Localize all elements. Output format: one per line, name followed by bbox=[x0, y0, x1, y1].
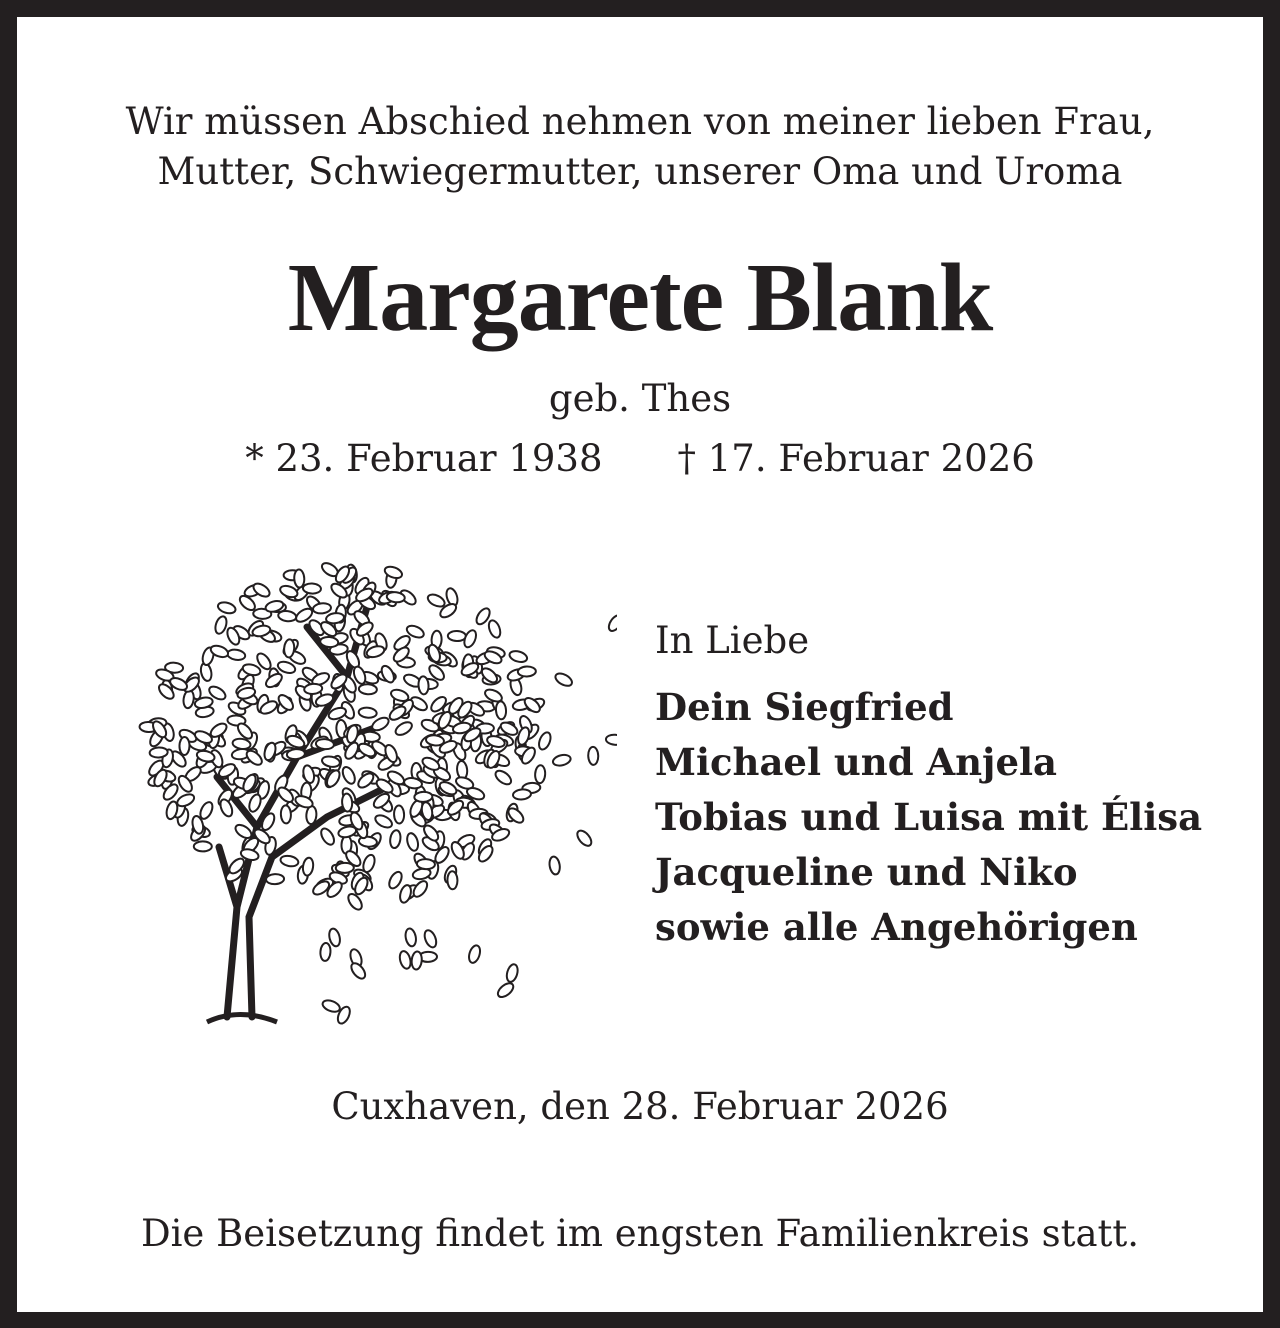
leaf bbox=[294, 569, 305, 587]
leaf bbox=[535, 765, 546, 784]
falling-leaf bbox=[575, 828, 594, 848]
life-dates bbox=[17, 437, 1263, 480]
falling-leaf bbox=[467, 944, 482, 964]
falling-leaf bbox=[505, 963, 520, 983]
leaf bbox=[213, 615, 228, 635]
leaf bbox=[233, 822, 253, 840]
leaf bbox=[417, 859, 435, 870]
leaf bbox=[394, 805, 405, 823]
falling-leaf bbox=[606, 734, 617, 745]
leaf bbox=[346, 892, 365, 912]
leaf bbox=[389, 829, 402, 848]
leaf bbox=[418, 676, 429, 695]
family-member: sowie alle Angehörigen bbox=[655, 905, 1138, 949]
leaf bbox=[398, 884, 413, 904]
falling-leaf bbox=[320, 943, 331, 962]
leaf bbox=[447, 871, 458, 889]
falling-leaf bbox=[321, 998, 341, 1014]
falling-leaf bbox=[422, 929, 438, 949]
falling-leaf bbox=[411, 951, 423, 970]
birth-date: * 23. Februar 1938 bbox=[245, 437, 603, 480]
leaf bbox=[302, 857, 314, 876]
leaf bbox=[414, 791, 432, 802]
leaf bbox=[537, 731, 553, 751]
leaf bbox=[518, 666, 536, 677]
leaf bbox=[340, 765, 357, 786]
leaf bbox=[263, 741, 278, 761]
leaf bbox=[358, 707, 377, 719]
leaf bbox=[320, 636, 339, 648]
intro-line: Wir müssen Abschied nehmen von meiner lieben Frau, bbox=[125, 100, 1155, 143]
leaf bbox=[244, 748, 264, 767]
leaf bbox=[179, 737, 189, 755]
leaf bbox=[266, 874, 284, 885]
falling-leaf bbox=[516, 726, 531, 746]
falling-leaf bbox=[495, 981, 515, 1000]
leaf bbox=[303, 583, 321, 594]
falling-leaf bbox=[606, 613, 617, 633]
leaf bbox=[387, 704, 407, 723]
leaf bbox=[149, 747, 168, 758]
leaf bbox=[462, 629, 478, 649]
intro-line: Mutter, Schwiegermutter, unserer Oma und Uroma bbox=[157, 150, 1123, 193]
birth-name: geb. Thes bbox=[548, 377, 732, 420]
place-date: Cuxhaven, den 28. Februar 2026 bbox=[331, 1085, 949, 1128]
family-member: Tobias und Luisa mit Élisa bbox=[655, 795, 1203, 839]
leaf bbox=[361, 853, 377, 873]
falling-leaf bbox=[349, 961, 368, 981]
leaf bbox=[508, 649, 528, 664]
leaf bbox=[341, 793, 352, 812]
leaf bbox=[506, 806, 526, 826]
leaf bbox=[280, 854, 300, 867]
family-member: Dein Siegfried bbox=[655, 685, 954, 729]
burial-note: Die Beisetzung findet im engsten Familienkreis statt. bbox=[140, 1212, 1140, 1255]
leaf bbox=[304, 683, 323, 695]
leaf bbox=[194, 841, 212, 851]
obituary-card bbox=[17, 17, 1263, 1312]
leaf bbox=[493, 768, 513, 787]
leaf bbox=[217, 601, 237, 616]
death-date: † 17. Februar 2026 bbox=[677, 437, 1035, 480]
leaf bbox=[247, 793, 263, 813]
falling-leaf bbox=[548, 856, 561, 875]
leaf bbox=[373, 813, 394, 830]
falling-leaf bbox=[552, 753, 572, 767]
leaf bbox=[319, 826, 337, 847]
family-member: Michael und Anjela bbox=[655, 740, 1058, 784]
leaf bbox=[387, 870, 405, 891]
leaf bbox=[448, 631, 466, 641]
leaf bbox=[286, 748, 305, 760]
leaf bbox=[359, 684, 378, 695]
leaf bbox=[411, 879, 430, 899]
leaf bbox=[278, 610, 297, 622]
leaf bbox=[284, 639, 295, 658]
leaf bbox=[390, 688, 410, 703]
leaf bbox=[426, 592, 447, 609]
leaf bbox=[393, 720, 414, 738]
falling-leaf bbox=[398, 950, 412, 970]
falling-leaf bbox=[553, 671, 574, 688]
leaf bbox=[264, 671, 284, 690]
deceased-name: Margarete Blank bbox=[287, 244, 993, 352]
leaf bbox=[281, 805, 292, 823]
falling-leaf bbox=[588, 747, 599, 765]
family-list bbox=[655, 619, 1202, 955]
falling-leaf bbox=[404, 928, 417, 948]
leaf bbox=[405, 832, 420, 852]
leaf bbox=[175, 792, 196, 809]
family-member: Jacqueline und Niko bbox=[655, 850, 1078, 894]
leaf bbox=[513, 789, 532, 801]
intro-text bbox=[17, 97, 1263, 197]
tree-illustration bbox=[127, 527, 617, 1037]
leaf bbox=[379, 664, 396, 685]
leaf bbox=[445, 798, 465, 817]
leaf bbox=[306, 806, 317, 825]
family-lead: In Liebe bbox=[655, 619, 810, 662]
leaf bbox=[495, 701, 506, 720]
leaf bbox=[276, 785, 296, 805]
leaf bbox=[227, 648, 246, 661]
leaf bbox=[487, 619, 503, 639]
leaf bbox=[356, 771, 376, 790]
leaf bbox=[315, 738, 334, 750]
